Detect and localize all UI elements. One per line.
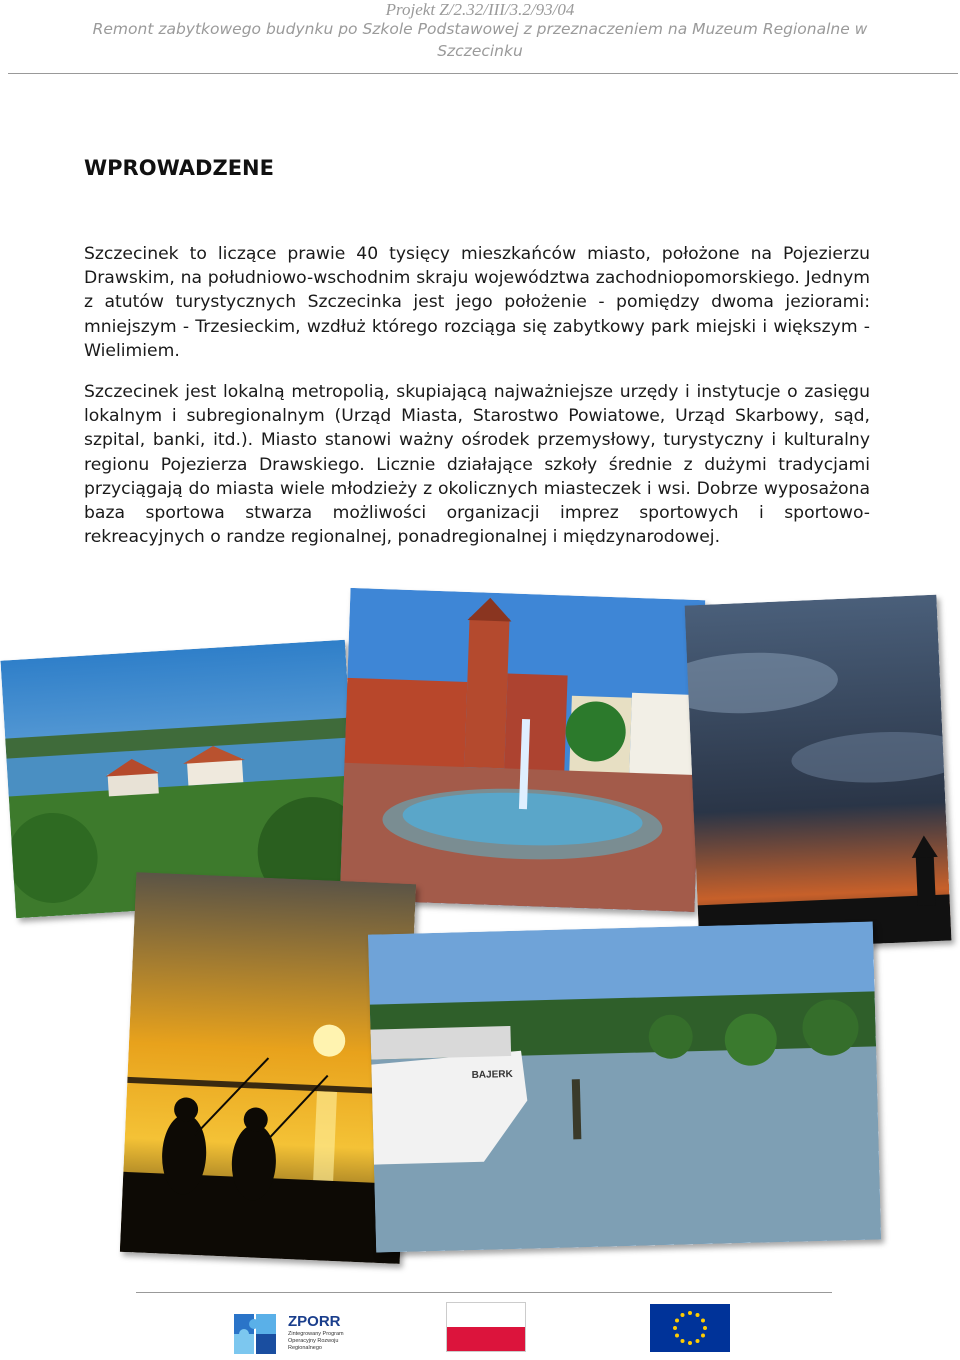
eu-star-icon [696, 1313, 700, 1317]
footer-divider [136, 1292, 832, 1293]
paragraph-metropolis: Szczecinek jest lokalną metropolią, skupiającą najważniejsze urzędy i instytucje o zasięgu lokalnym i subregionalnym (Urząd Miasta, Starostwo Powiatowe, Urząd Skarbowy, sąd, szpital, banki, itd.). Miasto stanowi ważny ośrodek przemysłowy, turystyczny i kulturalny regionu Pojezierza Drawskiego. Licznie działające szkoły średnie z dużymi tradycjami przyciągają do miasta wiele młodzieży z okolicznych miasteczek i wsi. Dobrze wyposażona baza sportowa stwarza możliwości organizacji imprez sportowych i sportowo-rekreacyjnych o randze regionalnej, ponadregionalnej i międzynarodowej. [84, 382, 870, 548]
zporr-logo [232, 1312, 352, 1356]
town-square-fountain-photo [340, 588, 706, 912]
section-heading: WPROWADZENE [84, 156, 274, 180]
zporr-logo-subtitle: Zintegrowany Program Operacyjny Rozwoju Regionalnego [288, 1331, 344, 1351]
eu-star-icon [675, 1334, 679, 1338]
eu-star-icon [681, 1339, 685, 1343]
eu-star-icon [681, 1313, 685, 1317]
paragraph-intro: Szczecinek to liczące prawie 40 tysięcy mieszkańców miasto, położone na Pojezierzu Drawskim, na południowo-wschodnim skraju województwa zachodniopomorskiego. Jednym z atutów turystycznych Szczecinka jest jego położenie - pomiędzy dwoma jeziorami: mniejszym - Trzesieckim, wzdłuż którego rozciąga się zabytkowy park miejski i większym - Wielimiem. [84, 244, 870, 361]
eu-star-icon [696, 1339, 700, 1343]
eu-star-icon [703, 1326, 707, 1330]
eu-star-icon [688, 1311, 692, 1315]
stormy-sky-photo [685, 595, 952, 952]
eu-star-icon [688, 1341, 692, 1345]
eu-star-icon [673, 1326, 677, 1330]
boat-lake-photo [368, 921, 881, 1252]
document-title: Remont zabytkowego budynku po Szkole Podstawowej z przeznaczeniem na Muzeum Regionalne w Szczecinku [92, 20, 868, 60]
zporr-logo-text: ZPORR [288, 1313, 341, 1330]
eu-star-icon [701, 1334, 705, 1338]
boat-name-text: BAJERK [471, 1068, 513, 1081]
header-divider [8, 73, 958, 74]
zporr-puzzle-icon [232, 1312, 280, 1356]
eu-star-icon [675, 1319, 679, 1323]
eu-flag [650, 1304, 730, 1352]
poland-flag [446, 1302, 526, 1352]
eu-star-icon [701, 1319, 705, 1323]
project-number: Projekt Z/2.32/III/3.2/93/04 [385, 0, 575, 19]
